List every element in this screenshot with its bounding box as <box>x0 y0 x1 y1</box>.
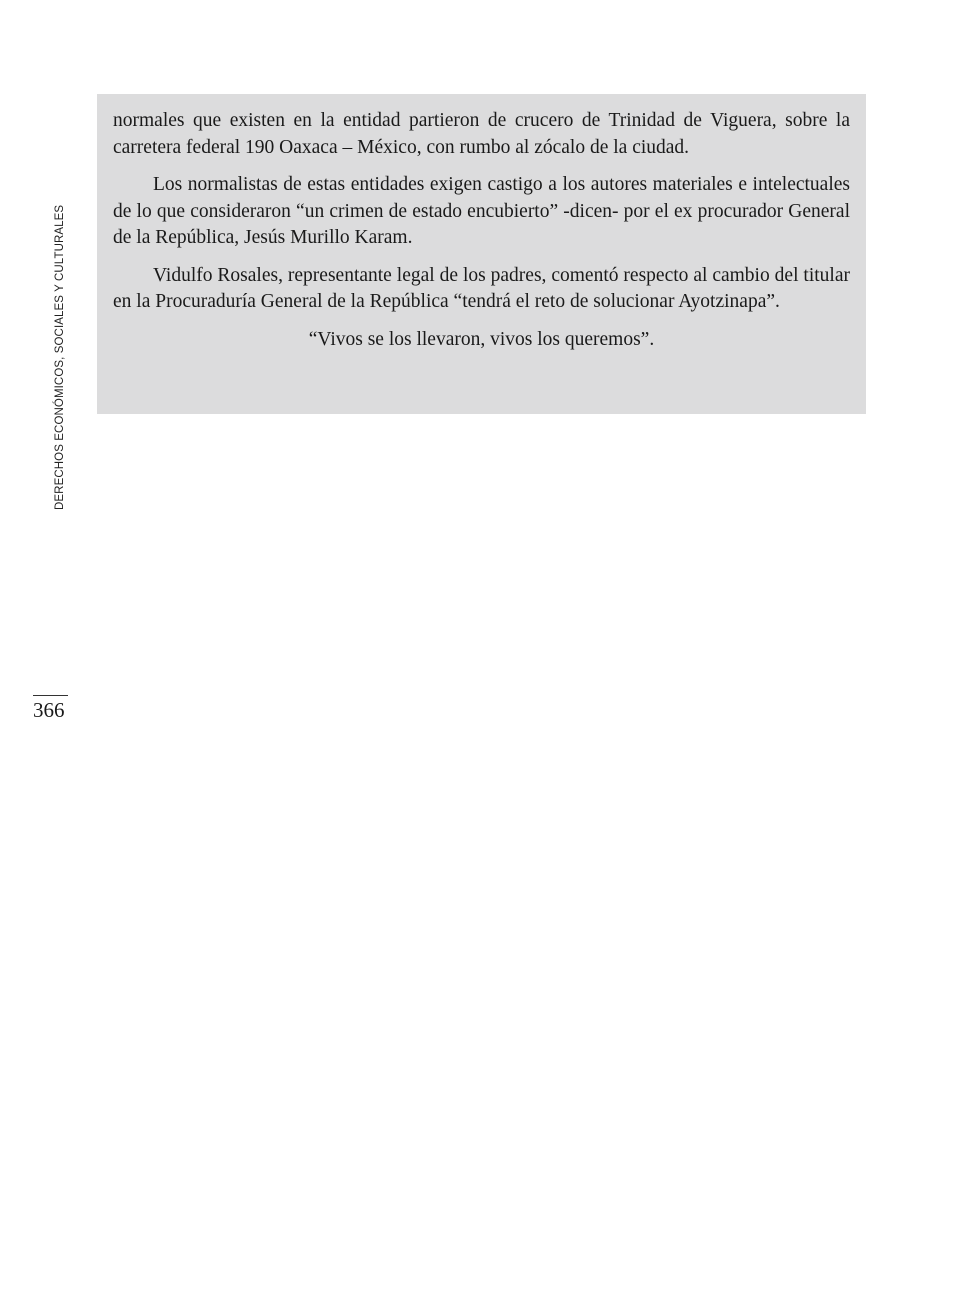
paragraph-continuation: normales que existen en la entidad partieron de crucero de Trinidad de Viguera, sobre la carretera federal 190 Oaxaca – México, con rumbo al zócalo de la ciudad. <box>113 110 850 158</box>
running-head: DERECHOS ECONÓMICOS, SOCIALES Y CULTURALES <box>54 204 66 510</box>
closing-quote: “Vivos se los llevaron, vivos los queremos”. <box>308 328 655 350</box>
paragraph-vidulfo: Vidulfo Rosales, representante legal de los padres, comentó respecto al cambio del titular en la Procuraduría General de la República “tendrá el reto de solucionar Ayotzinapa”. <box>113 264 850 312</box>
page-number-rule <box>33 695 68 696</box>
paragraph-normalistas: Los normalistas de estas entidades exigen castigo a los autores materiales e intelectuales de lo que consideraron “un crimen de estado encubierto” -dicen- por el ex procurador General de la República, Jesús Murillo Karam. <box>113 174 850 248</box>
page-number: 366 <box>33 698 65 722</box>
news-excerpt-box <box>97 94 866 414</box>
